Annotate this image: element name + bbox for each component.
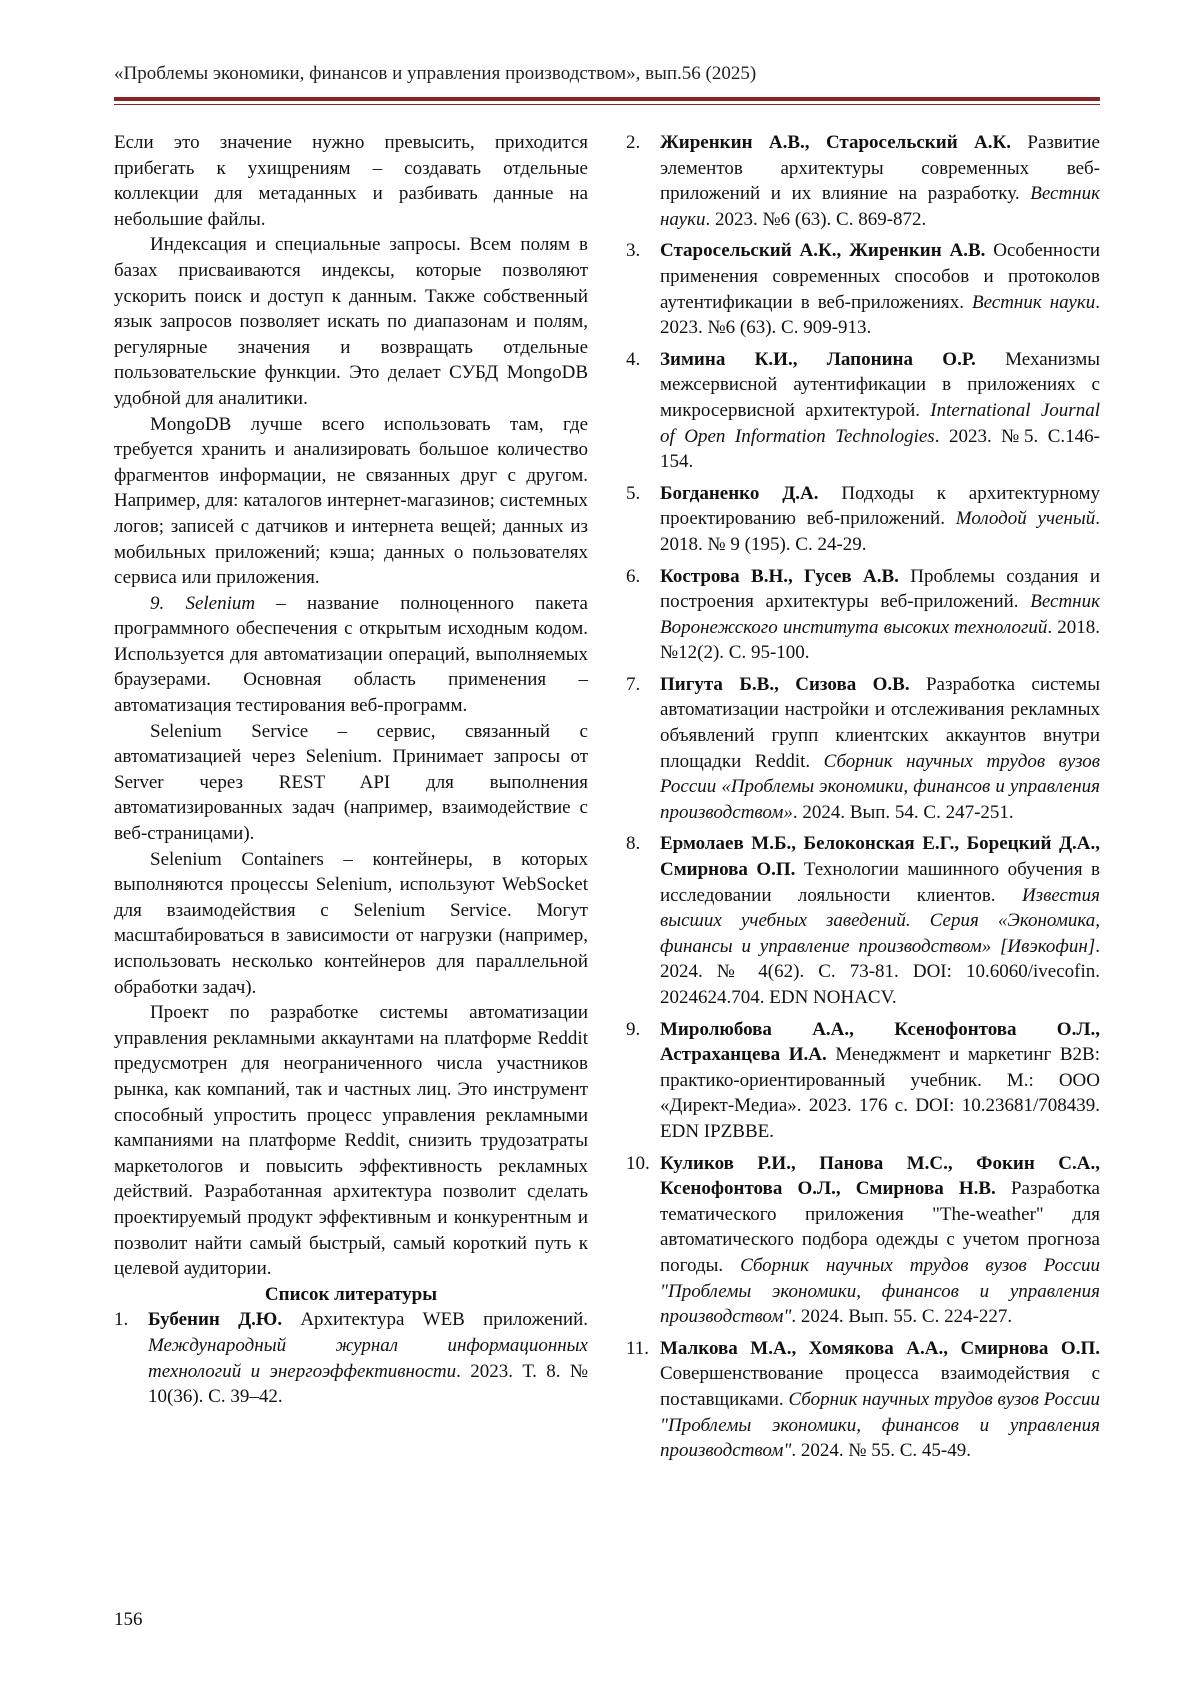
reference-source: Сборник научных трудов вузов России «Проблемы экономики, финансов и управления производством» — [660, 750, 1100, 823]
right-column — [626, 130, 1100, 1470]
reference-number: 2. — [626, 132, 641, 153]
reference-text — [148, 1307, 588, 1409]
reference-source: Вестник Воронежского института высоких технологий — [660, 591, 1100, 638]
selenium-paragraph — [114, 591, 588, 719]
reference-authors: Жиренкин А.В., Старосельский А.К. — [660, 132, 1012, 153]
reference-source: Сборник научных трудов вузов России "Проблемы экономики, финансов и управления производством" — [660, 1254, 1101, 1328]
section-text: – название полноценного пакета программного обеспечения с открытым исходным кодом. Используется для автоматизации операций, выполняемых браузерами. Основная область применения – автоматизация тестирования веб-программ. — [114, 592, 588, 717]
reference-text — [660, 238, 1100, 340]
left-column — [114, 130, 588, 1416]
reference-title: Особенности применения современных способов и протоколов аутентификации в веб-приложениях. — [660, 240, 1100, 313]
reference-number: 3. — [626, 240, 641, 262]
reference-text — [660, 564, 1100, 666]
running-header: «Проблемы экономики, финансов и управления производством», вып.56 (2025) — [114, 63, 757, 84]
paragraph: Проект по разработке системы автоматизации управления рекламными аккаунтами на платформе Reddit предусмотрен для неограниченного числа участников рынка, как компаний, так и частных лиц. Это инструмент способный упростить процесс управления рекламными кампаниями на платформе Reddit, снизить трудозатраты маркетологов и повысить эффективность рекламных действий. Разработанная архитектура позволит сделать проектируемый продукт эффективным и конкурентным и позволит найти самый быстрый, самый короткий путь к целевой аудитории. — [114, 1002, 588, 1280]
reference-title: Совершенствование процесса взаимодействия с поставщиками. — [660, 1363, 1100, 1410]
reference-authors: Богданенко Д.А. — [660, 482, 819, 504]
reference-text — [660, 831, 1100, 1010]
reference-tail: . 2024. № 55. С. 45-49. — [791, 1440, 971, 1462]
reference-authors: Старосельский А.К., Жиренкин А.В. — [660, 240, 986, 262]
reference-authors: Малкова М.А., Хомякова А.А., Смирнова О.П. — [660, 1337, 1100, 1359]
reference-tail: . 2023. №6 (63). С. 909-913. — [660, 291, 1100, 339]
reference-text — [660, 347, 1100, 475]
reference-authors: Куликов Р.И., Панова М.С., Фокин С.А., Ксенофонтова О.Л., Смирнова Н.В. — [660, 1152, 1100, 1200]
reference-authors: Пигута Б.В., Сизова О.В. — [660, 673, 910, 695]
reference-item — [626, 672, 1100, 826]
reference-text — [660, 130, 1100, 232]
reference-item — [626, 564, 1100, 666]
reference-tail: . 2024. Вып. 54. С. 247-251. — [792, 801, 1014, 823]
reference-title: Разработка тематического приложения "The-weather" для автоматического подбора одежды с учетом прогноза погоды. — [660, 1178, 1100, 1276]
reference-item — [114, 1307, 588, 1409]
reference-number: 10. — [626, 1152, 650, 1174]
reference-number: 1. — [114, 1309, 129, 1331]
reference-number: 9. — [626, 1018, 641, 1040]
reference-item — [626, 1017, 1100, 1145]
reference-item — [626, 1336, 1100, 1464]
reference-source: Вестник науки — [660, 183, 1100, 230]
reference-source: Сборник научных трудов вузов России "Проблемы экономики, финансов и управления производством" — [660, 1388, 1100, 1462]
reference-number: 7. — [626, 673, 641, 695]
reference-title: Проблемы создания и построения архитектуры веб-приложений. — [660, 565, 1101, 613]
reference-tail: . 2018. № 9 (195). С. 24-29. — [660, 508, 1100, 555]
reference-text — [660, 1151, 1100, 1330]
paragraph: MongoDB лучше всего использовать там, где требуется хранить и анализировать большое количество фрагментов информации, не связанных друг с другом. Например, для: каталогов интернет-магазинов; системных логов; записей с датчиков и интернета вещей; данных из мобильных приложений; кэша; данных о пользователях сервиса или приложения. — [114, 413, 588, 589]
reference-authors: Кострова В.Н., Гусев А.В. — [660, 565, 899, 587]
reference-source: Вестник науки — [971, 291, 1096, 313]
reference-item — [626, 347, 1100, 475]
header-rule-thick — [114, 97, 1100, 101]
reference-tail: . 2023. №5. С.146-154. — [660, 425, 1100, 473]
header-rule-thin — [114, 104, 1100, 105]
reference-item — [626, 481, 1100, 558]
reference-number: 4. — [626, 348, 641, 370]
reference-title: Разработка системы автоматизации настройки и отслеживания рекламных объявлений групп клиентских аккаунтов внутри площадки Reddit. — [660, 673, 1100, 772]
paragraph: Если это значение нужно превысить, приходится прибегать к ухищрениям – создавать отдельные коллекции для метаданных и разбивать данные на небольшие файлы. — [114, 132, 588, 230]
reference-number: 8. — [626, 833, 641, 855]
reference-title: Менеджмент и маркетинг B2B: практико-ориентированный учебник. М.: ООО «Директ-Медиа». 2023. 176 с. DOI: 10.23681/708439. EDN IPZBBE. — [660, 1044, 1100, 1142]
reference-tail: . 2024. № 4(62). С. 73-81. DOI: 10.6060/ivecofin. 2024624.704. EDN NOHACV. — [660, 935, 1100, 1008]
reference-text — [660, 481, 1100, 558]
reference-tail: . 2024. Вып. 55. С. 224-227. — [791, 1306, 1013, 1328]
reference-source: Молодой ученый — [955, 508, 1096, 530]
paragraph: Selenium Service – сервис, связанный с автоматизацией через Selenium. Принимает запросы от Server через REST API для выполнения автоматизированных задач (например, взаимодействие с веб-страницами). — [114, 720, 588, 845]
reference-source: International Journal of Open Information Technologies — [660, 399, 1100, 447]
reference-authors: Зимина К.И., Лапонина О.Р. — [660, 348, 976, 370]
reference-text — [660, 1336, 1100, 1464]
reference-title: Механизмы межсервисной аутентификации в приложениях с микросервисной архитектурой. — [660, 348, 1100, 421]
reference-item — [626, 831, 1100, 1010]
reference-source: Международный журнал информационных технологий и энергоэффективности — [148, 1334, 588, 1382]
references-heading: Список литературы — [264, 1283, 438, 1305]
reference-title: Развитие элементов архитектуры современных веб-приложений и их влияние на разработку. — [660, 132, 1100, 205]
reference-authors: Бубенин Д.Ю. — [148, 1309, 283, 1331]
reference-number: 6. — [626, 565, 641, 587]
reference-authors: Миролюбова А.А., Ксенофонтова О.Л., Астраханцева И.А. — [660, 1018, 1100, 1066]
reference-tail: . 2023. Т. 8. № 10(36). С. 39–42. — [148, 1360, 588, 1408]
paragraph: Индексация и специальные запросы. Всем полям в базах присваиваются индексы, которые позволяют ускорить поиск и доступ к данным. Также собственный язык запросов позволяет искать по диапазонам и полям, регулярные значения и возвращать отдельные пользовательские функции. Это делает СУБД MongoDB удобной для аналитики. — [114, 234, 588, 409]
reference-number: 11. — [626, 1337, 650, 1359]
reference-item — [626, 130, 1100, 232]
reference-title: Архитектура WEB приложений. — [282, 1309, 589, 1331]
reference-text — [660, 1017, 1100, 1145]
reference-authors: Ермолаев М.Б., Белоконская Е.Г., Борецкий Д.А., Смирнова О.П. — [660, 833, 1100, 881]
reference-title: Подходы к архитектурному проектированию веб-приложений. — [660, 482, 1101, 530]
reference-tail: . 2018. №12(2). С. 95-100. — [660, 616, 1101, 664]
reference-number: 5. — [626, 482, 641, 504]
reference-item — [626, 238, 1100, 340]
section-lead: 9. Selenium — [150, 592, 256, 614]
reference-title: Технологии машинного обучения в исследовании лояльности клиентов. — [660, 859, 1100, 906]
page-number: 156 — [114, 1609, 143, 1630]
reference-item — [626, 1151, 1100, 1330]
reference-tail: . 2023. №6 (63). С. 869-872. — [705, 208, 927, 230]
reference-source: Известия высших учебных заведений. Серия «Экономика, финансы и управление производством» [Ивэкофин] — [660, 884, 1100, 957]
reference-text — [660, 672, 1100, 826]
paragraph: Selenium Containers – контейнеры, в которых выполняются процессы Selenium, используют WebSocket для взаимодействия с Selenium Service. Могут масштабироваться в зависимости от нагрузки (например, использовать несколько контейнеров для параллельной обработки задач). — [114, 848, 588, 998]
